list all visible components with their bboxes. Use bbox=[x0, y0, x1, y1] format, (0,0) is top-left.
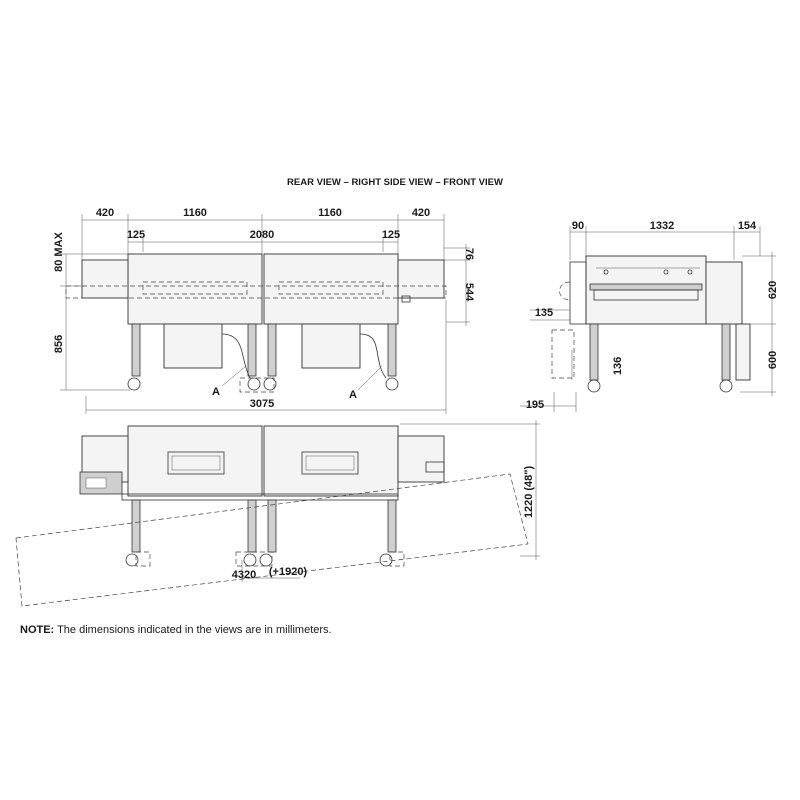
side-dim-154: 154 bbox=[737, 220, 757, 232]
front-oven-left bbox=[128, 426, 262, 496]
rear-view bbox=[53, 207, 475, 414]
rear-dim-544: 544 bbox=[463, 282, 475, 302]
rear-dim-856: 856 bbox=[53, 334, 65, 354]
side-dim-600: 600 bbox=[767, 350, 779, 370]
rear-dim-76: 76 bbox=[463, 247, 475, 261]
rear-callout-a-left: A bbox=[212, 386, 220, 398]
side-view bbox=[520, 220, 779, 412]
rear-callout-a-right: A bbox=[349, 389, 357, 401]
note-text bbox=[20, 624, 332, 636]
side-dim-1332: 1332 bbox=[649, 220, 675, 232]
rear-dim-2080: 2080 bbox=[249, 229, 275, 241]
side-dim-136: 136 bbox=[612, 356, 624, 376]
rear-shelf-left bbox=[82, 260, 128, 298]
side-dim-135: 135 bbox=[534, 307, 554, 319]
rear-dim-125-right: 125 bbox=[381, 229, 401, 241]
rear-dim-80-max: 80 MAX bbox=[53, 232, 65, 272]
front-dim-1220: 1220 (48") bbox=[523, 465, 535, 519]
front-oven-right bbox=[264, 426, 398, 496]
rear-shelf-right bbox=[398, 260, 444, 298]
note-label: NOTE: bbox=[20, 624, 55, 636]
rear-dim-420-right: 420 bbox=[411, 207, 431, 219]
note-body: The dimensions indicated in the views are in millimeters. bbox=[54, 624, 332, 636]
rear-oven-right bbox=[264, 254, 398, 324]
rear-dim-1160-left: 1160 bbox=[183, 207, 207, 219]
side-dim-620: 620 bbox=[767, 280, 779, 300]
rear-dim-3075: 3075 bbox=[249, 398, 275, 410]
front-view bbox=[16, 420, 540, 606]
rear-dim-1160-right: 1160 bbox=[318, 207, 342, 219]
rear-dim-125-left: 125 bbox=[126, 229, 146, 241]
front-dim-extension: (+1920) bbox=[268, 566, 308, 578]
rear-dim-420-left: 420 bbox=[95, 207, 115, 219]
drawing-title: REAR VIEW – RIGHT SIDE VIEW – FRONT VIEW bbox=[287, 177, 503, 188]
side-dim-195: 195 bbox=[525, 399, 545, 411]
side-dim-90: 90 bbox=[571, 220, 585, 232]
rear-oven-left bbox=[128, 254, 262, 324]
front-dim-4320: 4320 bbox=[231, 569, 257, 581]
